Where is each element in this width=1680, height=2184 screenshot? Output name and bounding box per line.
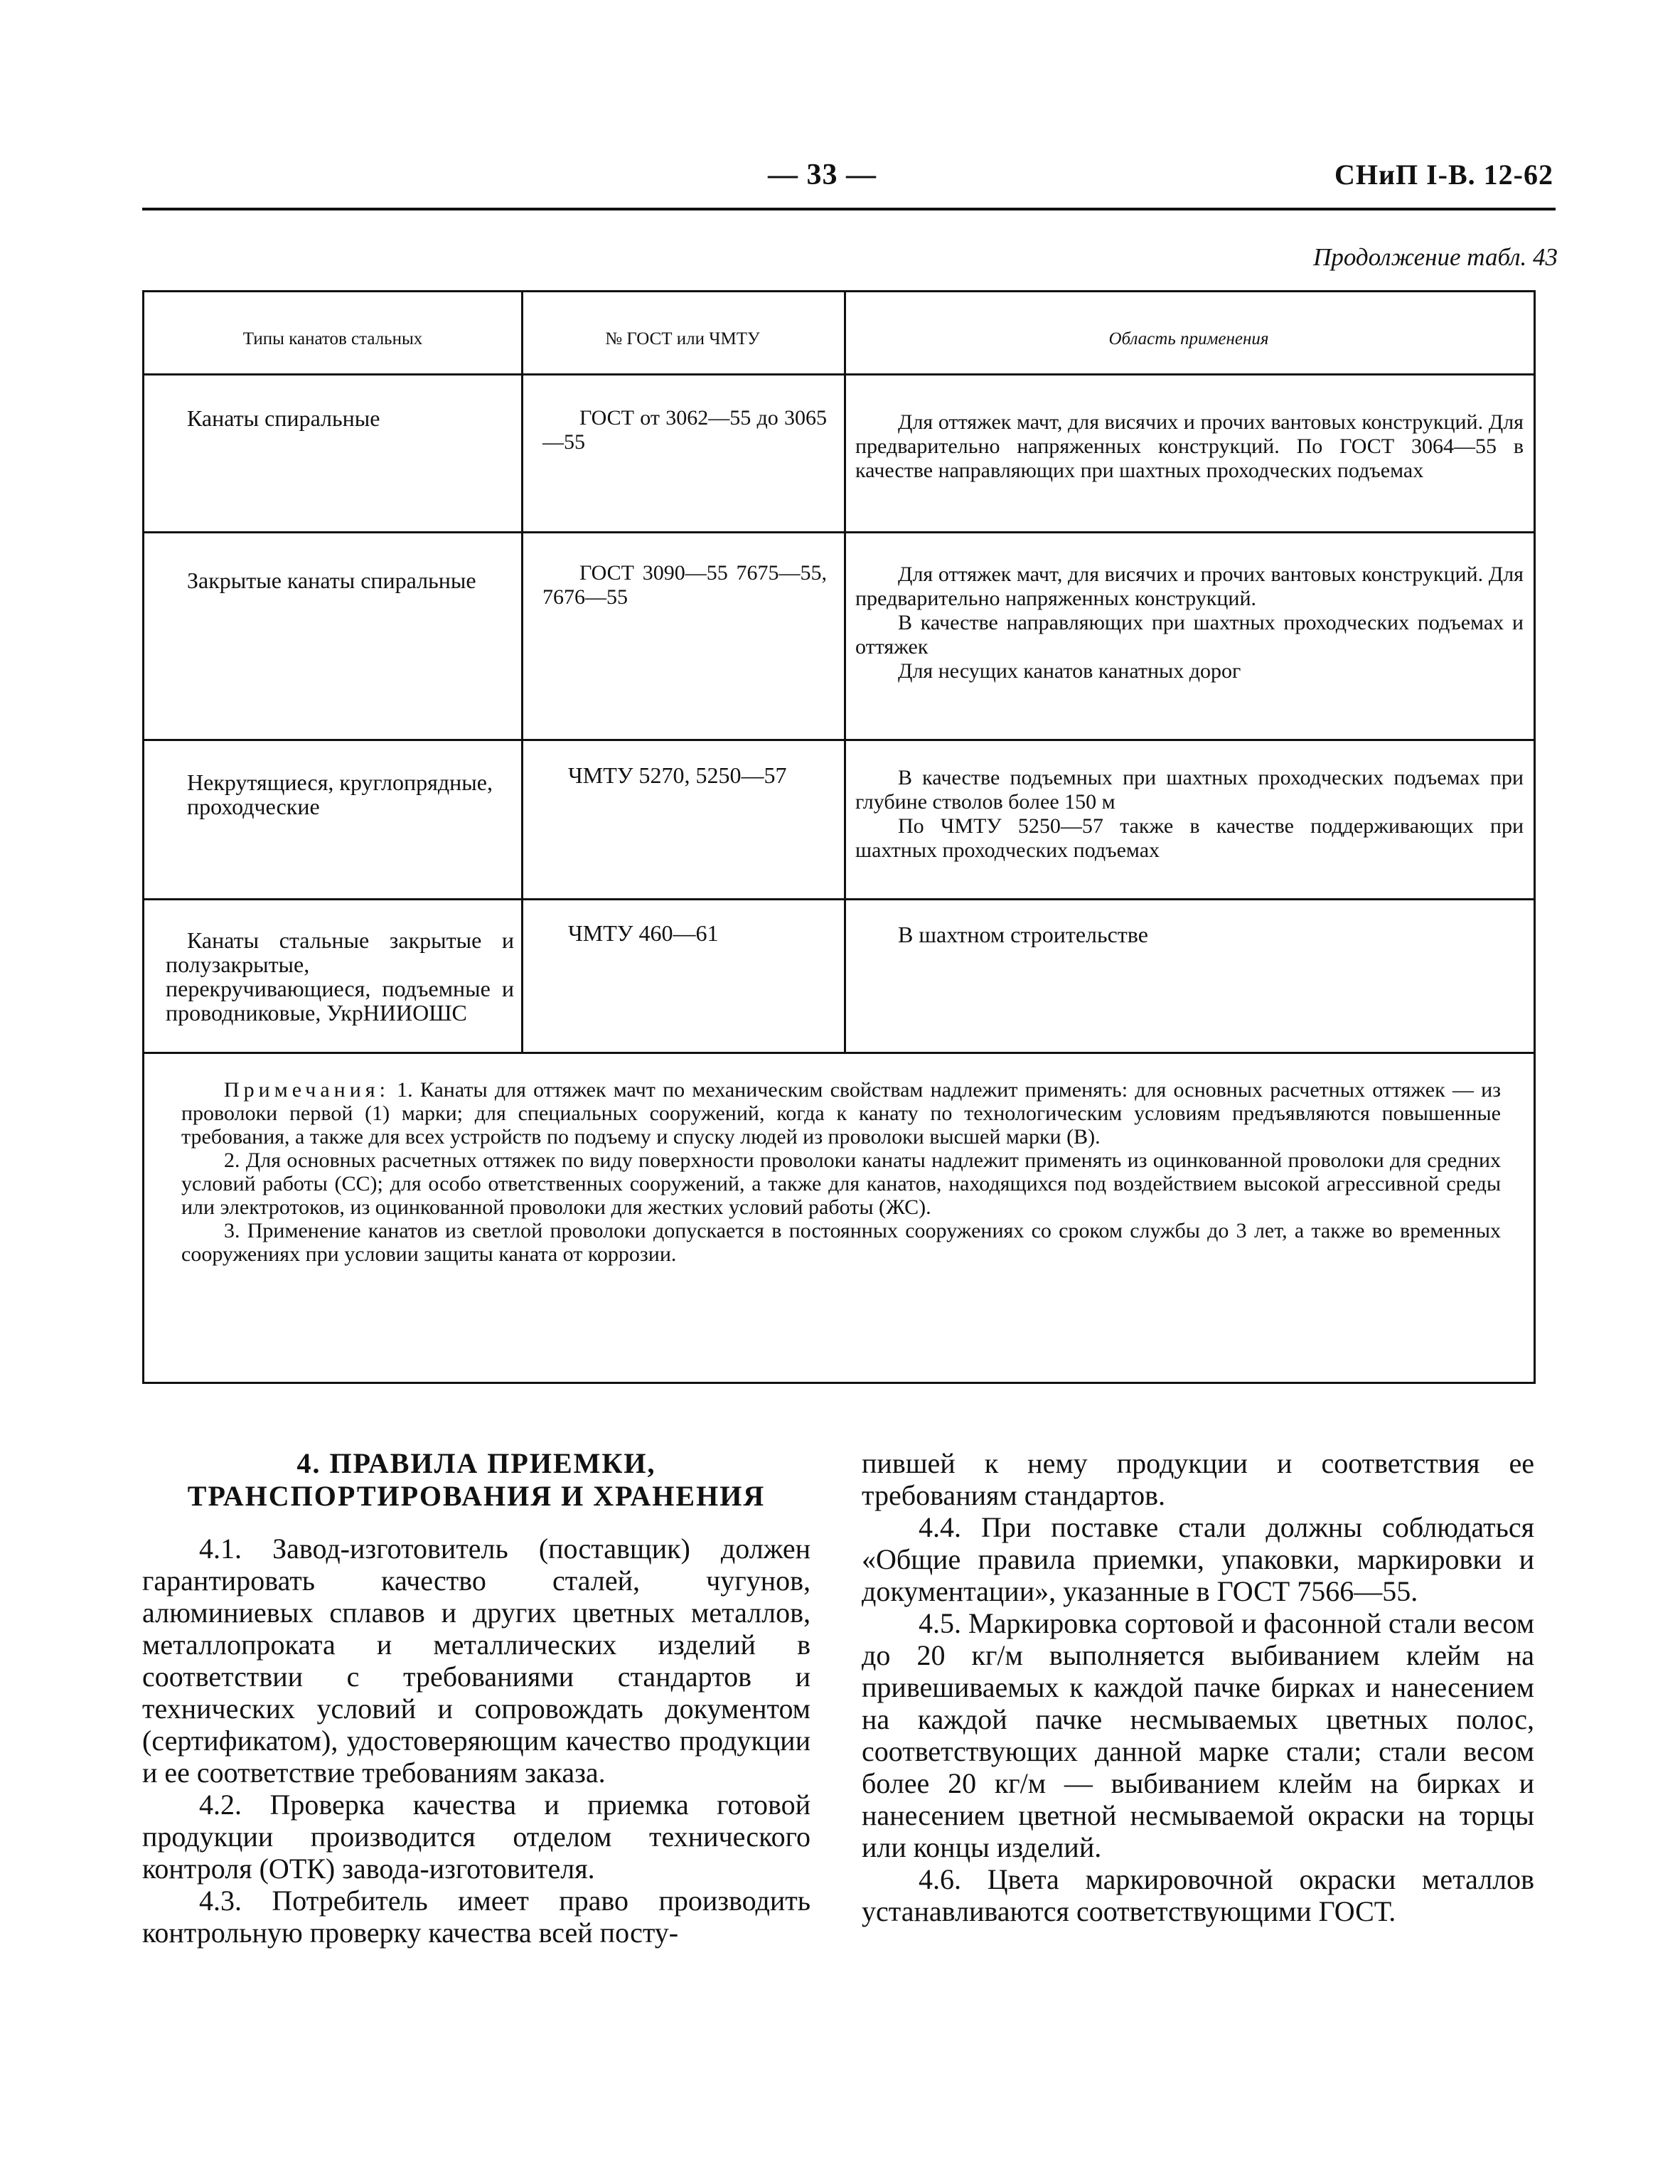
row-divider (144, 373, 1534, 375)
paragraph-4-4: 4.4. При поставке стали должны соблюдаться «Общие правила приемки, упаковки, маркировки и документации», указанные в ГОСТ 7566—55. (862, 1511, 1534, 1607)
row3-application-text: По ЧМТУ 5250—57 также в качестве поддерживающих при шахтных проходческих подъемах (855, 814, 1524, 862)
row4-standard: ЧМТУ 460—61 (568, 920, 719, 946)
ropes-table (142, 290, 1536, 1384)
row3-application-text: В качестве подъемных при шахтных проходческих подъемах при глубине стволов более 150 м (855, 766, 1524, 814)
note-3: 3. Применение канатов из светлой проволоки допускается в постоянных сооружениях со сроком службы до 3 лет, а также во временных сооружениях при условии защиты каната от коррозии. (181, 1219, 1501, 1266)
row2-type: Закрытые канаты спиральные (187, 568, 476, 593)
row1-standard: ГОСТ от 3062—55 до 3065—55 (542, 406, 827, 454)
paragraph-4-2: 4.2. Проверка качества и приемка готовой продукции производится отделом технического контроля (ОТК) завода-изготовителя. (142, 1789, 810, 1885)
row-divider (144, 1052, 1534, 1054)
row3-application (855, 766, 1524, 863)
note-2: 2. Для основных расчетных оттяжек по виду поверхности проволоки канаты надлежит применять из оцинкованной проволоки для средних условий работы (СС); для особо ответственных сооружений, а также для канатов, находящихся под воздействием высокой агрессивной среды или электротоков, из оцинкованной проволоки для жестких условий работы (ЖС). (181, 1149, 1501, 1219)
row-divider (144, 531, 1534, 533)
row-divider (144, 739, 1534, 741)
header-rule (142, 208, 1556, 211)
header-rope-type: Типы канатов стальных (242, 329, 423, 348)
row2-application (855, 563, 1524, 683)
row2-application-text: Для несущих канатов канатных дорог (898, 659, 1241, 683)
row-divider (144, 898, 1534, 900)
paragraph-4-5: 4.5. Маркировка сортовой и фасонной стали весом до 20 кг/м выполняется выбиванием клейм на привешиваемых к каждой пачке бирках и нанесением на каждой пачке несмываемых цветных полос, соответствующих данной марке стали; стали весом более 20 кг/м — выбиванием клейм на бирках и нанесением цветной несмываемой окраски на торцы или концы изделий. (862, 1607, 1534, 1863)
paragraph-4-1: 4.1. Завод-изготовитель (поставщик) должен гарантировать качество сталей, чугунов, алюминиевых сплавов и других цветных металлов, металлопроката и металлических изделий в соответствии с требованиями стандартов и технических условий и сопровождать документом (сертификатом), удостоверяющим качество продукции и ее соответствие требованиям заказа. (142, 1533, 810, 1789)
column-divider (844, 292, 846, 1052)
right-column (862, 1447, 1534, 1927)
row2-application-text: Для оттяжек мачт, для висячих и прочих вантовых конструкций. Для предварительно напряженных конструкций. (855, 563, 1524, 610)
row3-type: Некрутящиеся, круглопрядные, проходческие (187, 769, 493, 819)
row2-application-text: В качестве направляющих при шахтных проходческих подъемах и оттяжек (855, 611, 1524, 659)
paragraph-4-3: 4.3. Потребитель имеет право производить контрольную проверку качества всей посту- (142, 1885, 810, 1949)
table-caption: Продолжение табл. 43 (1313, 243, 1558, 271)
note-1-text: 1. Канаты для оттяжек мачт по механическим свойствам надлежит применять: для основных расчетных оттяжек — из проволоки первой (1) марки; для специальных сооружений, когда к канату по технологическим условиям предъявляются повышенные требования, а также для всех устройств по подъему и спуску людей из проволоки высшей марки (В). (181, 1078, 1501, 1149)
row4-application: В шахтном строительстве (898, 922, 1148, 947)
section-title (142, 1447, 810, 1513)
note-1 (181, 1078, 1501, 1149)
page-number: — 33 — (768, 159, 877, 191)
row3-standard: ЧМТУ 5270, 5250—57 (568, 762, 787, 788)
column-divider (521, 292, 523, 1052)
row4-type: Канаты стальные закрытые и полузакрытые, перекручивающиеся, подъемные и проводниковые, УкрНИИОШС (166, 927, 514, 1026)
section-title-line2: ТРАНСПОРТИРОВАНИЯ И ХРАНЕНИЯ (187, 1480, 766, 1512)
left-column (142, 1447, 810, 1949)
document-code: СНиП I-В. 12-62 (1334, 159, 1553, 191)
row1-application-text: Для оттяжек мачт, для висячих и прочих вантовых конструкций. Для предварительно напряженных конструкций. По ГОСТ 3064—55 в качестве направляющих при шахтных проходческих подъемах (855, 410, 1524, 482)
paragraph-4-6: 4.6. Цвета маркировочной окраски металлов устанавливаются соответствующими ГОСТ. (862, 1863, 1534, 1927)
paragraph-continuation: пившей к нему продукции и соответствия ее требованиям стандартов. (862, 1447, 1534, 1511)
row2-standard: ГОСТ 3090—55 7675—55, 7676—55 (542, 561, 827, 609)
row1-type: Канаты спиральные (187, 405, 380, 431)
header-standard: № ГОСТ или ЧМТУ (605, 329, 760, 348)
section-title-line1: 4. ПРАВИЛА ПРИЕМКИ, (296, 1447, 656, 1479)
notes-label: Примечания: (224, 1078, 390, 1102)
table-notes (181, 1078, 1501, 1266)
header-application: Область применения (1108, 329, 1269, 348)
row1-application (855, 410, 1524, 483)
